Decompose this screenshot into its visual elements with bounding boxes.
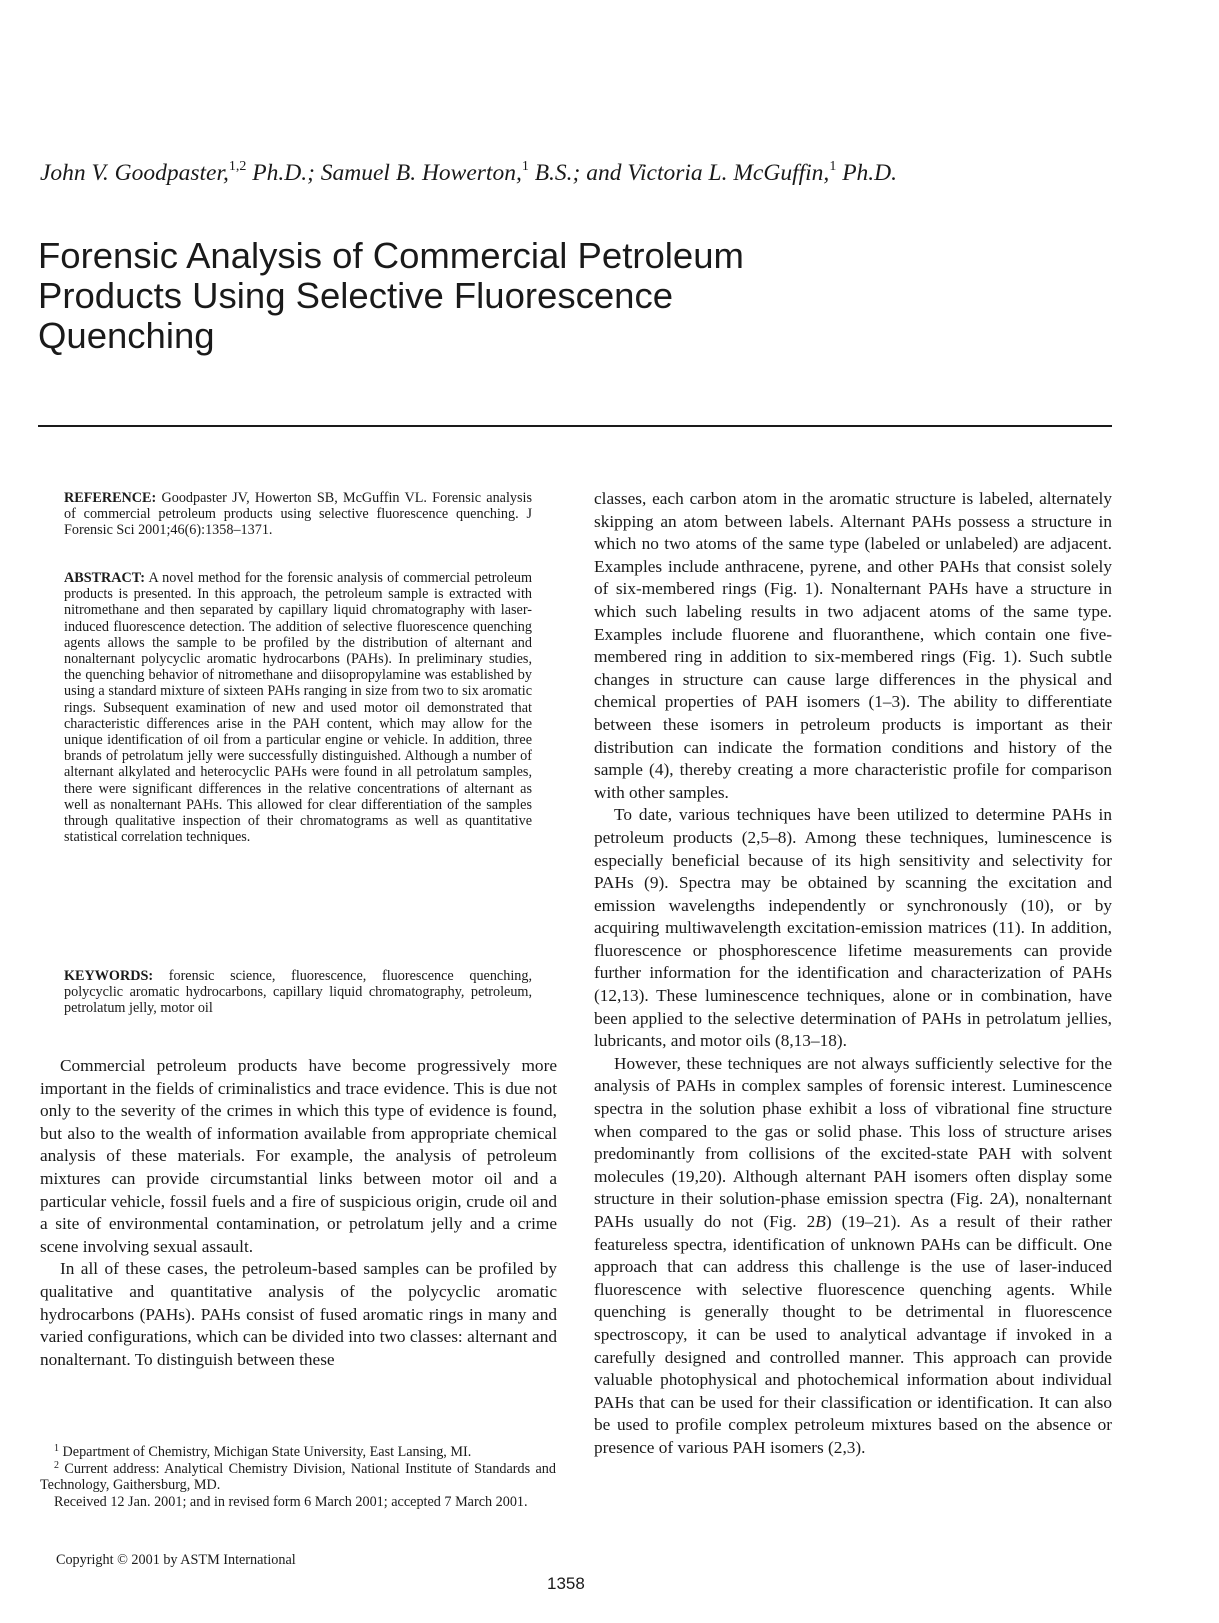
footnotes xyxy=(40,1444,556,1510)
received-dates: Received 12 Jan. 2001; and in revised form 6 March 2001; accepted 7 March 2001. xyxy=(54,1493,528,1510)
keywords-text: forensic science, fluorescence, fluorescence quenching, polycyclic aromatic hydrocarbons, capillary liquid chromatography, petroleum, petrolatum jelly, motor oil xyxy=(64,968,533,1017)
author-name: Victoria L. McGuffin, xyxy=(627,160,830,186)
abstract-text: A novel method for the forensic analysis of commercial petroleum products is presented. In this approach, the petroleum sample is extracted with nitromethane and then separated by capillary liquid chromatography with laser-induced fluorescence detection. The addition of selective fluorescence quenching agents allows the sample to be profiled by the distribution of alternant and nonalternant polycyclic aromatic hydrocarbons (PAHs). In preliminary studies, the quenching behavior of nitromethane and diisopropylamine was established by using a standard mixture of sixteen PAHs ranging in size from two to six aromatic rings. Subsequent examination of new and used motor oil demonstrated that characteristic differences arise in the PAH content, which may allow for the unique identification of oil from a particular engine or vehicle. In addition, three brands of petrolatum jelly were successfully distinguished. Although a number of alternant alkylated and heterocyclic PAHs were found in all petrolatum samples, there were significant differences in the relative concentrations of alternant as well as nonalternant PAHs. This allowed for clear differentiation of the samples through qualitative inspection of their chromatograms as well as quantitative statistical correlation techniques. xyxy=(64,570,532,846)
author-affiliation-mark: 1,2 xyxy=(228,159,247,174)
figure-panel-ref: A xyxy=(998,1189,1009,1209)
author-degree: Ph.D. xyxy=(836,160,898,186)
author-name: Samuel B. Howerton, xyxy=(320,160,522,186)
body-paragraph: Commercial petroleum products have become progressively more important in the fields of criminalistics and trace evidence. This is due not only to the severity of the crimes in which this type of evidence is found, but also to the wealth of information available from appropriate chemical analysis of these materials. For example, the analysis of petroleum mixtures can provide circumstantial links between motor oil and a particular vehicle, fossil fuels and a fire of suspicious origin, crude oil and a site of environmental contamination, or petrolatum jelly and a crime scene involving sexual assault. xyxy=(40,1056,557,1256)
abstract-label: ABSTRACT: xyxy=(64,570,145,586)
body-column-right xyxy=(594,488,1112,1460)
reference-block xyxy=(64,490,532,539)
author-name: John V. Goodpaster, xyxy=(40,160,229,186)
figure-panel-ref: B xyxy=(815,1212,826,1231)
author-line xyxy=(40,158,1140,188)
author-degree: Ph.D.; xyxy=(246,160,315,186)
body-column-left xyxy=(40,1055,557,1371)
body-paragraph: In all of these cases, the petroleum-based samples can be profiled by qualitative and quantitative analysis of the polycyclic aromatic hydrocarbons (PAHs). PAHs consist of fused aromatic rings in many and varied configurations, which can be divided into two classes: alternant and nonalternant. To distinguish between these xyxy=(40,1259,557,1369)
footnote-text: Current address: Analytical Chemistry Division, National Institute of Standards and Technology, Gaithersburg, MD. xyxy=(40,1460,556,1494)
footnote-mark: 2 xyxy=(54,1459,59,1471)
abstract-block xyxy=(64,570,532,845)
author-affiliation-mark: 1 xyxy=(829,159,837,174)
reference-label: REFERENCE: xyxy=(64,490,157,506)
body-text-segment: ) (19–21). As a result of their rather featureless spectra, identification of unknown PAHs can be difficult. One approach that can address this challenge is the use of laser-induced fluorescence with selective fluorescence quenching agents. While quenching is generally thought to be detrimental in fluorescence spectroscopy, it can be used to analytical advantage if invoked in a carefully designed and controlled manner. This approach can provide valuable photophysical and photochemical information about individual PAHs that can be used for their classification or identification. It can also be used to profile complex petroleum mixtures based on the absence or presence of various PAH isomers (2,3). xyxy=(594,1212,1112,1457)
keywords-block xyxy=(64,968,532,1017)
keywords-label: KEYWORDS: xyxy=(64,968,154,984)
author-degree: B.S.; and xyxy=(528,160,622,186)
footnote xyxy=(40,1461,556,1494)
body-paragraph xyxy=(594,1053,1112,1460)
author-affiliation-mark: 1 xyxy=(521,159,529,174)
body-paragraph: To date, various techniques have been utilized to determine PAHs in petroleum products (2,5–8). Among these techniques, luminescence is especially beneficial because of its high sensitivity and selectivity for PAHs (9). Spectra may be obtained by scanning the excitation and emission wavelengths independently or synchronously (10), or by acquiring multiwavelength excitation-emission matrices (11). In addition, fluorescence or phosphorescence lifetime measurements can provide further information for the identification and characterization of PAHs (12,13). These luminescence techniques, alone or in combination, have been applied to the selective determination of PAHs in petrolatum jellies, lubricants, and motor oils (8,13–18). xyxy=(594,805,1112,1051)
article-title: Forensic Analysis of Commercial Petroleum Products Using Selective Fluorescence Quenching xyxy=(38,235,744,356)
body-paragraph: classes, each carbon atom in the aromatic structure is labeled, alternately skipping an atom between labels. Alternant PAHs possess a structure in which no two atoms of the same type (labeled or unlabeled) are adjacent. Examples include anthracene, pyrene, and other PAHs that consist solely of six-membered rings (Fig. 1). Nonalternant PAHs have a structure in which such labeling results in two adjacent atoms of the same type. Examples include fluorene and fluoranthene, which contain one five-membered ring in addition to six-membered rings (Fig. 1). Such subtle changes in structure can cause large differences in the physical and chemical properties of PAH isomers (1–3). The ability to differentiate between these isomers in petroleum products is important as their distribution can indicate the formation conditions and history of the sample (4), thereby creating a more characteristic profile for comparison with other samples. xyxy=(594,489,1112,802)
title-divider xyxy=(38,425,1112,427)
footnote-mark: 1 xyxy=(54,1443,59,1454)
reference-text: Goodpaster JV, Howerton SB, McGuffin VL. Forensic analysis of commercial petroleum products using selective fluorescence quenching. J Forensic Sci 2001;46(6):1358–1371. xyxy=(64,490,532,539)
page-number: 1358 xyxy=(547,1574,585,1593)
footnote-text: Department of Chemistry, Michigan State University, East Lansing, MI. xyxy=(59,1444,472,1460)
body-text-segment: However, these techniques are not always sufficiently selective for the analysis of PAHs in complex samples of forensic interest. Luminescence spectra in the solution phase exhibit a loss of vibrational fine structure when compared to the gas or solid phase. This loss of structure arises predominantly from collisions of the excited-state PAH with solvent molecules (19,20). Although alternant PAH isomers often display some structure in their solution-phase emission spectra (Fig. 2 xyxy=(594,1053,1112,1209)
body-text-segment: ), nonalternant PAHs usually do not (Fig. 2 xyxy=(594,1189,1112,1231)
footnote xyxy=(40,1444,556,1461)
copyright-notice: Copyright © 2001 by ASTM International xyxy=(56,1552,296,1568)
